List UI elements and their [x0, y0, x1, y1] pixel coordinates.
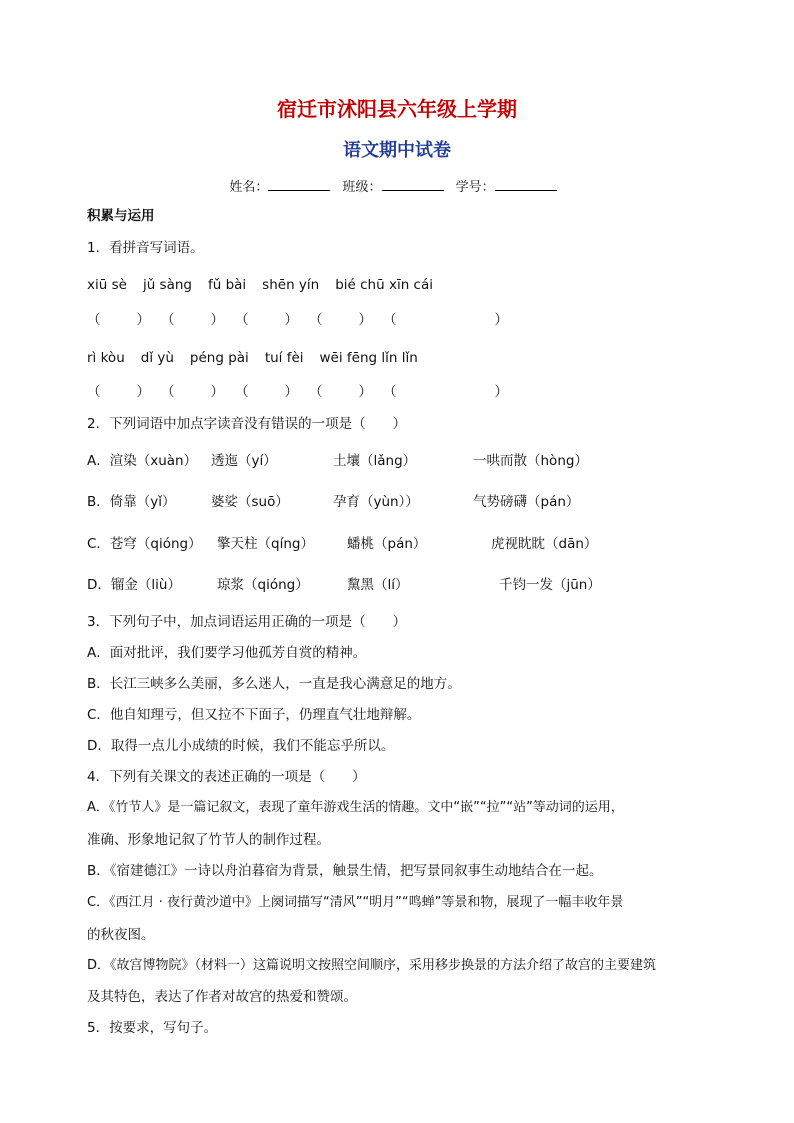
q3-stem: 3．下列句子中，加点词语运用正确的一项是（ ） — [87, 614, 407, 630]
q4-option-c-line-2[interactable]: 的秋夜图。 — [87, 927, 155, 943]
q4-option-a-line-2[interactable]: 准确、形象地记叙了竹节人的制作过程。 — [87, 832, 330, 848]
q4-option-c-line-1[interactable]: C．《西江月 · 夜行黄沙道中》上阕词描写“清风”“明月”“鸣蝉”等景和物，展现了一幅丰收年景 — [87, 895, 624, 910]
pinyin: xiū sè — [87, 277, 127, 293]
student-info — [0, 176, 794, 195]
exam-subtitle: 语文期中试卷 — [343, 140, 451, 161]
q1-pinyin-row-1 — [87, 276, 724, 294]
q3-option-d[interactable]: D．取得一点儿小成绩的时候，我们不能忘乎所以。 — [87, 738, 395, 754]
pinyin: rì kòu — [87, 350, 125, 366]
q3-option-b[interactable]: B．长江三峡多么美丽，多么迷人，一直是我心满意足的地方。 — [87, 676, 461, 692]
q1-pinyin-row-2 — [87, 349, 724, 367]
pinyin: shēn yín — [262, 277, 320, 293]
q4-option-d-line-1[interactable]: D．《故宫博物院》（材料一）这篇说明文按照空间顺序，采用移步换景的方法介绍了故宫的主要建筑 — [87, 958, 657, 973]
id-blank[interactable] — [495, 178, 557, 191]
name-label: 姓名： — [229, 180, 269, 195]
q2-option-a[interactable]: A．渲染（xuàn） 透迤（yí） 土壤（lǎng） 一哄而散（hòng） — [87, 453, 588, 469]
q4-option-a-line-1[interactable]: A．《竹节人》是一篇记叙文，表现了童年游戏生活的情趣。文中“嵌”“拉”“站”等动词的运用， — [87, 800, 624, 815]
q4-stem: 4．下列有关课文的表述正确的一项是（ ） — [87, 769, 366, 785]
q2-option-d[interactable]: D．镏金（liù） 琼浆（qióng） 黧黑（lí） 千钧一发（jūn） — [87, 577, 601, 593]
pinyin: tuí fèi — [264, 350, 304, 366]
q1-answer-row-2[interactable]: （ ） （ ） （ ） （ ） （ ） — [87, 384, 508, 400]
pinyin: jǔ sàng — [142, 277, 192, 293]
name-blank[interactable] — [268, 178, 330, 191]
q3-option-a[interactable]: A．面对批评，我们要学习他孤芳自赏的精神。 — [87, 645, 367, 661]
q2-stem: 2．下列词语中加点字读音没有错误的一项是（ ） — [87, 416, 407, 432]
q5-stem: 5．按要求，写句子。 — [87, 1020, 218, 1036]
pinyin: péng pài — [189, 350, 249, 366]
class-label: 班级： — [342, 180, 382, 195]
q2-option-b[interactable]: B．倚靠（yǐ） 婆娑（suō） 孕育（yùn）） 气势磅礴（pán） — [87, 494, 580, 510]
pinyin: dǐ yù — [140, 350, 174, 366]
class-blank[interactable] — [382, 178, 444, 191]
q3-option-c[interactable]: C．他自知理亏，但又拉不下面子，仍理直气壮地辩解。 — [87, 707, 421, 723]
q1-answer-row-1[interactable]: （ ） （ ） （ ） （ ） （ ） — [87, 312, 508, 328]
section-heading: 积累与运用 — [87, 208, 155, 224]
id-label: 学号： — [455, 180, 495, 195]
q4-option-b[interactable]: B．《宿建德江》一诗以舟泊暮宿为背景，触景生情，把写景同叙事生动地结合在一起。 — [87, 863, 603, 879]
q2-option-c[interactable]: C．苍穹（qióng） 擎天柱（qíng） 蟠桃（pán） 虎视眈眈（dān） — [87, 536, 598, 552]
pinyin: wēi fēng lǐn lǐn — [319, 350, 418, 366]
pinyin: bié chū xīn cái — [335, 277, 433, 293]
pinyin: fǔ bài — [207, 277, 247, 293]
q4-option-d-line-2[interactable]: 及其特色，表达了作者对故宫的热爱和赞颂。 — [87, 989, 357, 1005]
q1-stem: 1．看拼音写词语。 — [87, 240, 204, 256]
exam-title: 宿迁市沭阳县六年级上学期 — [277, 97, 517, 121]
